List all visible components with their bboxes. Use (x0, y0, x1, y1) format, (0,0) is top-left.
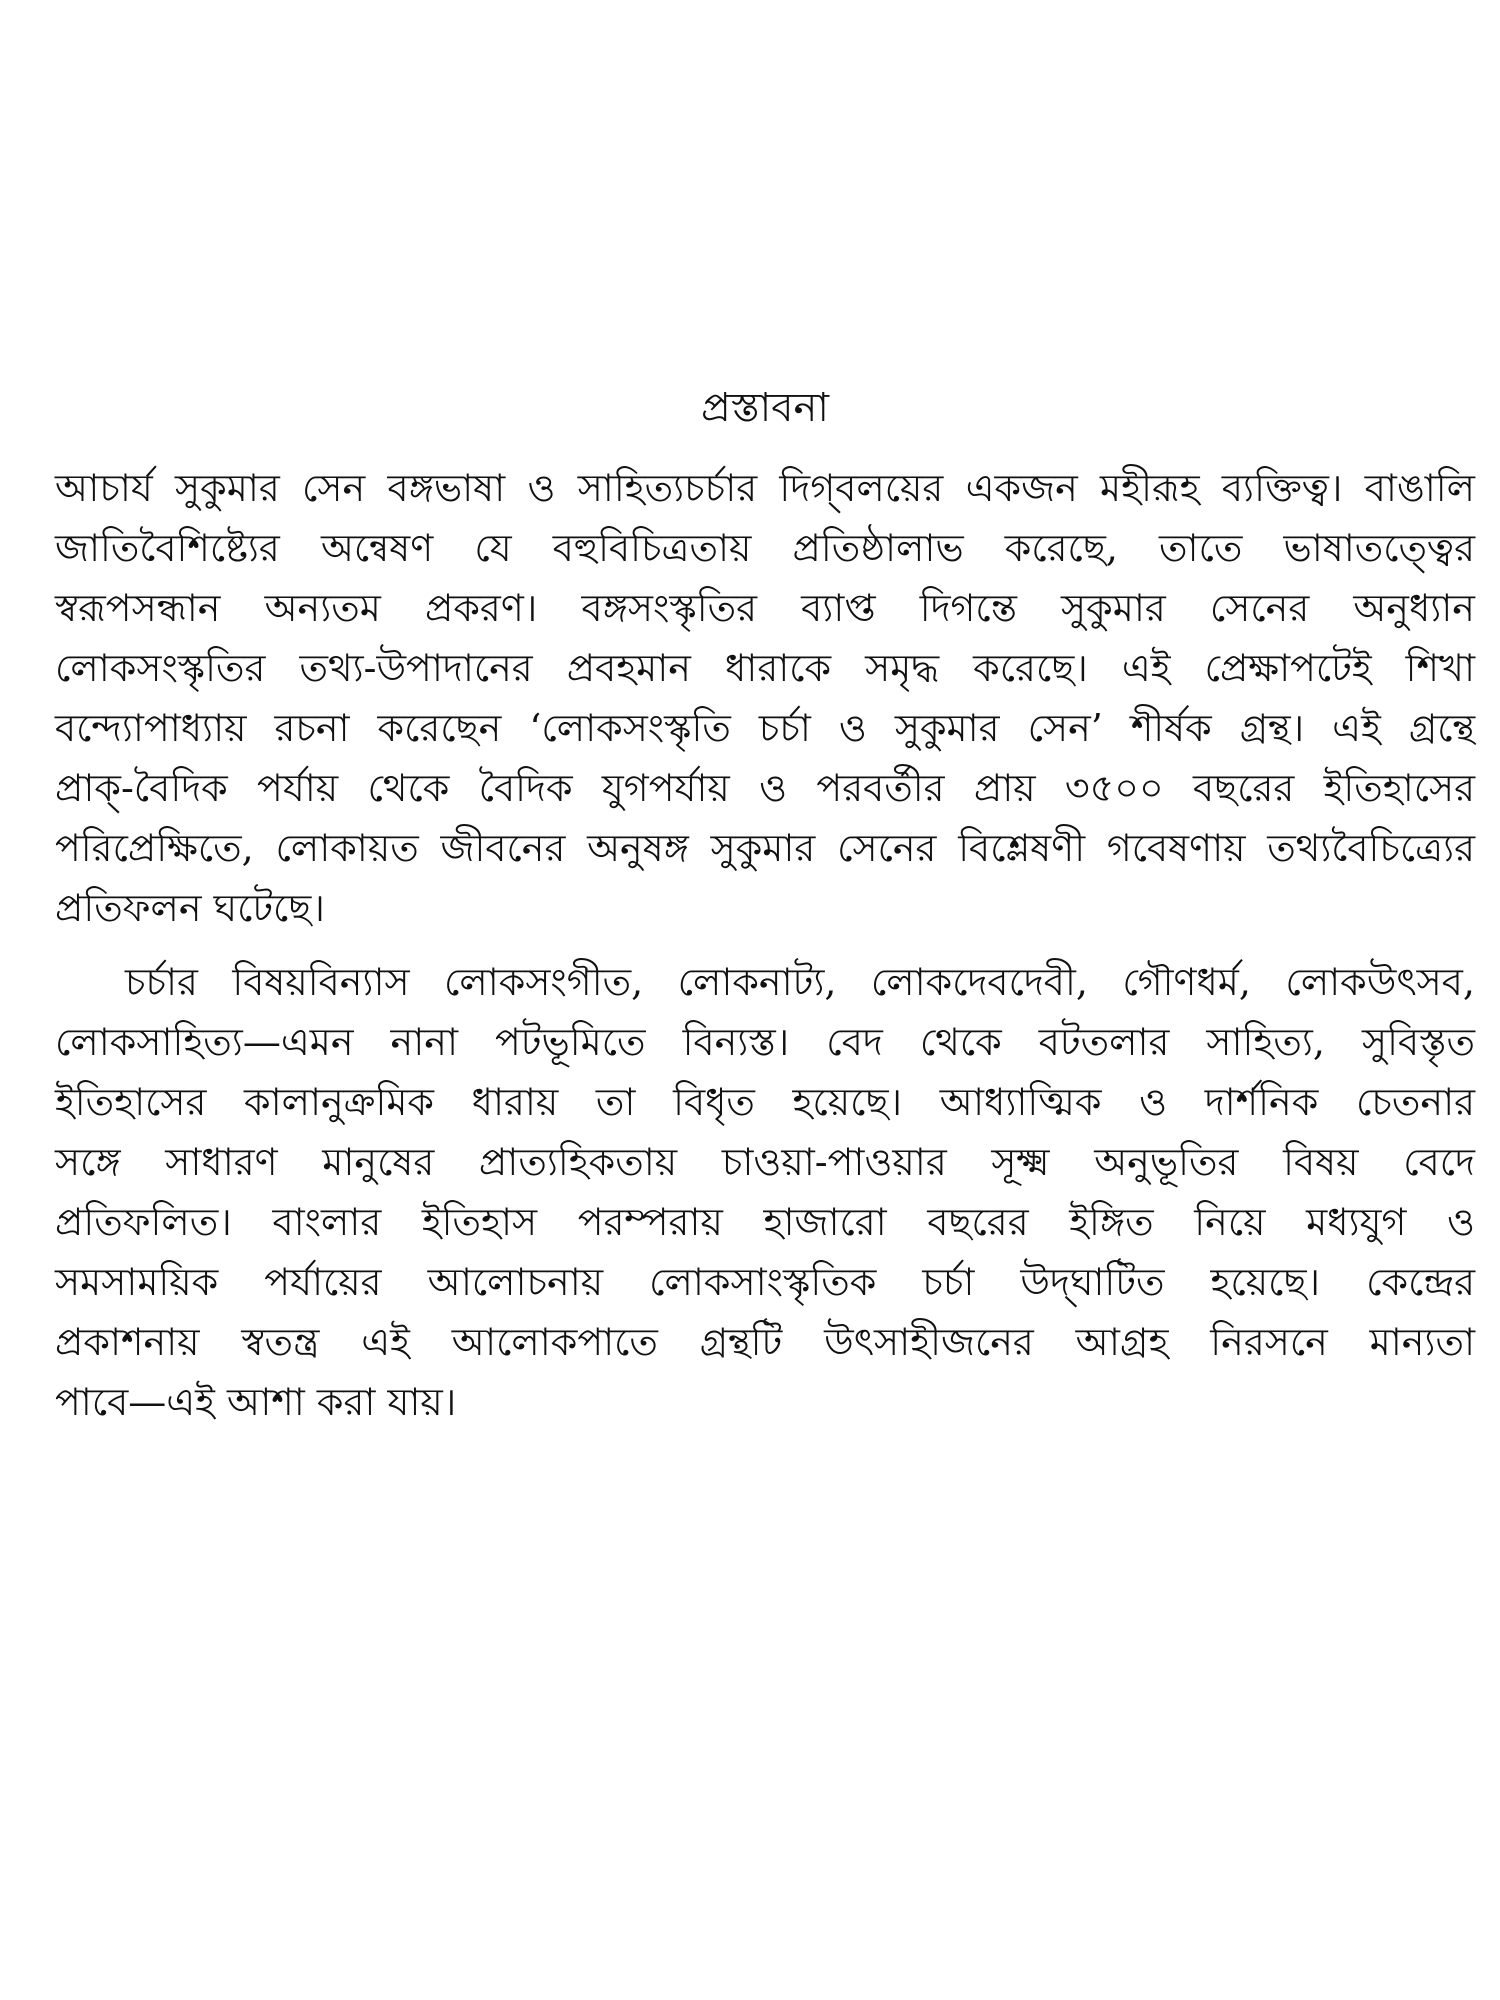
paragraph-2 (55, 952, 1475, 1432)
paragraph-line: লোকসাহিত্য—এমন নানা পটভূমিতে বিন্যস্ত। বেদ থেকে বটতলার সাহিত্য, সুবিস্তৃত (55, 1020, 1475, 1064)
paragraph-line: জাতিবৈশিষ্ট্যের অন্বেষণ যে বহুবিচিত্রতায় প্রতিষ্ঠালাভ করেছে, তাতে ভাষাতত্ত্বের (55, 526, 1475, 570)
paragraph-line: লোকসংস্কৃতির তথ্য-উপাদানের প্রবহমান ধারাকে সমৃদ্ধ করেছে। এই প্রেক্ষাপটেই শিখা (55, 646, 1475, 690)
paragraph-line: সঙ্গে সাধারণ মানুষের প্রাত্যহিকতায় চাওয়া-পাওয়ার সূক্ষ্ম অনুভূতির বিষয় বেদে (55, 1140, 1475, 1184)
document-page (55, 378, 1475, 1432)
paragraph-line: পাবে—এই আশা করা যায়। (55, 1380, 457, 1424)
page-title: প্রস্তাবনা (701, 385, 829, 431)
paragraph-spacer (55, 938, 1475, 952)
paragraph-1 (55, 458, 1475, 938)
paragraph-line: ইতিহাসের কালানুক্রমিক ধারায় তা বিধৃত হয়েছে। আধ্যাত্মিক ও দার্শনিক চেতনার (55, 1080, 1475, 1124)
paragraph-line: বন্দ্যোপাধ্যায় রচনা করেছেন ‘লোকসংস্কৃতি চর্চা ও সুকুমার সেন’ শীর্ষক গ্রন্থ। এই গ্রন্থে (55, 706, 1475, 750)
paragraph-line: স্বরূপসন্ধান অন্যতম প্রকরণ। বঙ্গসংস্কৃতির ব্যাপ্ত দিগন্তে সুকুমার সেনের অনুধ্যান (55, 586, 1475, 630)
paragraph-line: আচার্য সুকুমার সেন বঙ্গভাষা ও সাহিত্যচর্চার দিগ্‌বলয়ের একজন মহীরূহ ব্যক্তিত্ব। বাঙালি (55, 466, 1475, 510)
paragraph-line: পরিপ্রেক্ষিতে, লোকায়ত জীবনের অনুষঙ্গ সুকুমার সেনের বিশ্লেষণী গবেষণায় তথ্যবৈচিত্র্যের (55, 826, 1475, 870)
paragraph-line: সমসাময়িক পর্যায়ের আলোচনায় লোকসাংস্কৃতিক চর্চা উদ্‌ঘাটিত হয়েছে। কেন্দ্রের (55, 1260, 1475, 1304)
paragraph-line: প্রতিফলন ঘটেছে। (55, 886, 325, 930)
paragraph-line: চর্চার বিষয়বিন্যাস লোকসংগীত, লোকনাট্য, লোকদেবদেবী, গৌণধর্ম, লোকউৎসব, (125, 960, 1475, 1004)
paragraph-line: প্রতিফলিত। বাংলার ইতিহাস পরম্পরায় হাজারো বছরের ইঙ্গিত নিয়ে মধ্যযুগ ও (55, 1200, 1475, 1244)
paragraph-line: প্রাক্-বৈদিক পর্যায় থেকে বৈদিক যুগপর্যায় ও পরবর্তীর প্রায় ৩৫০০ বছরের ইতিহাসের (55, 766, 1475, 810)
paragraph-line: প্রকাশনায় স্বতন্ত্র এই আলোকপাতে গ্রন্থটি উৎসাহীজনের আগ্রহ নিরসনে মান্যতা (55, 1320, 1475, 1364)
